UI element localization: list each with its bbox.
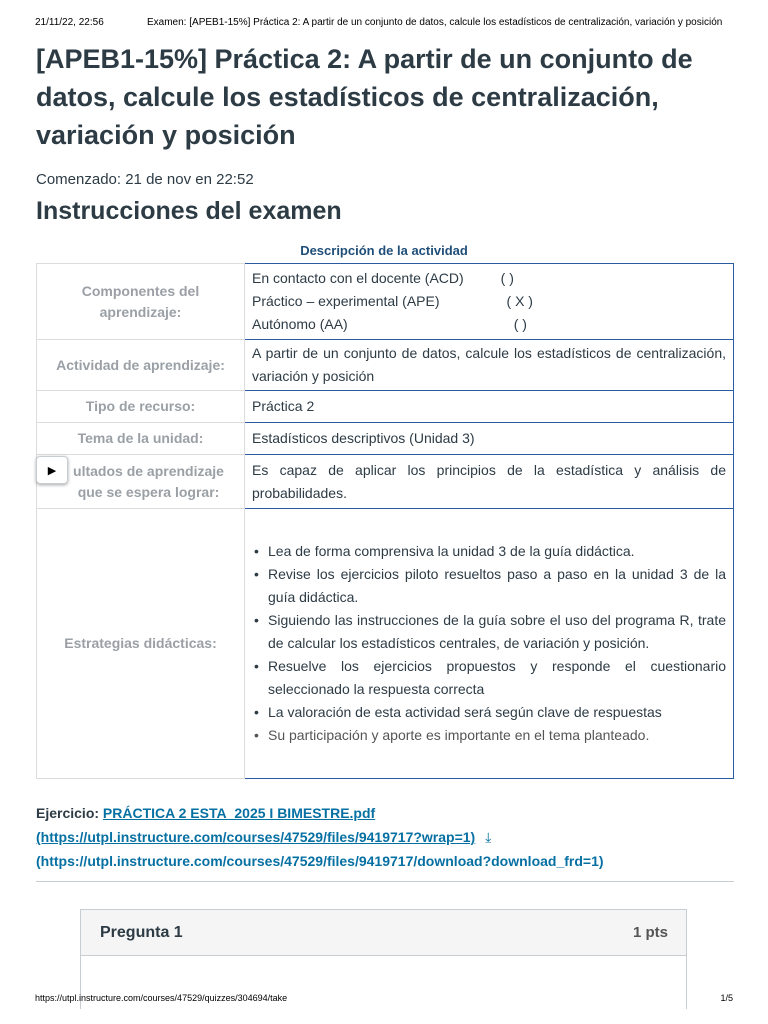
component-option: Práctico – experimental (APE) ( X ) [252,290,726,313]
row-value: Es capaz de aplicar los principios de la estadística y análisis de probabilidades. [245,455,734,509]
list-item: • Resuelve los ejercicios propuestos y responde el cuestionario seleccionado la respuesta correcta [252,655,726,701]
section-divider [36,881,734,882]
print-url: https://utpl.instructure.com/courses/47529/quizzes/304694/take [35,993,288,1003]
table-row [37,264,734,340]
print-header [35,17,733,31]
strategies-list [252,540,726,747]
download-url-text[interactable]: (https://utpl.instructure.com/courses/47529/files/9419717/download?download_frd=1) [36,853,604,869]
table-row [37,509,734,779]
page-number: 1/5 [720,993,733,1003]
list-item: • Siguiendo las instrucciones de la guía sobre el uso del programa R, trate de calcular los estadísticos centrales, de variación y posición. [252,609,726,655]
component-option: En contacto con el docente (ACD) ( ) [252,267,726,290]
component-mark: ( ) [513,316,527,332]
components-cell [245,264,734,340]
component-option: Autónomo (AA) ( ) [252,313,726,336]
table-row [37,455,734,509]
question-title: Pregunta 1 [100,923,183,941]
list-item: • Su participación y aporte es importante en el tema planteado. [252,724,726,747]
ejercicio-label: Ejercicio: [36,805,100,821]
row-label: Actividad de aprendizaje: [37,340,245,391]
download-icon[interactable]: ⤓ [485,829,492,845]
list-item: • Revise los ejercicios piloto resueltos paso a paso en la unidad 3 de la guía didáctica. [252,563,726,609]
component-mark: ( ) [500,270,514,286]
ejercicio-section [36,801,604,873]
row-label: Tipo de recurso: [37,391,245,423]
table-row [37,340,734,391]
print-date: 21/11/22, 22:56 [35,17,104,28]
play-icon: ▶ [47,464,57,477]
row-value: A partir de un conjunto de datos, calcule los estadísticos de centralización, variación y posición [245,340,734,391]
table-caption: Descripción de la actividad [300,243,468,258]
play-button[interactable] [36,456,68,484]
strategies-cell [245,509,734,779]
row-label: Componentes del aprendizaje: [37,264,245,340]
question-points: 1 pts [632,924,668,941]
exercise-file-url-link[interactable]: (https://utpl.instructure.com/courses/47529/files/9419717?wrap=1) [36,829,476,845]
instructions-heading: Instrucciones del examen [36,197,342,225]
table-row [37,423,734,455]
component-mark: ( X ) [506,293,533,309]
row-value: Estadísticos descriptivos (Unidad 3) [245,423,734,455]
row-label: Tema de la unidad: [37,423,245,455]
row-label: Estrategias didácticas: [37,509,245,779]
print-page-title: Examen: [APEB1-15%] Práctica 2: A partir de un conjunto de datos, calcule los estadísticos de centralización, variación y posición [147,17,723,28]
list-item: • La valoración de esta actividad será según clave de respuestas [252,701,726,724]
quiz-title: [APEB1-15%] Práctica 2: A partir de un conjunto de datos, calcule los estadísticos de centralización, variación y posición [36,44,693,150]
question-header [81,910,686,956]
list-item: • Lea de forma comprensiva la unidad 3 de la guía didáctica. [252,540,726,563]
started-timestamp: Comenzado: 21 de nov en 22:52 [36,171,254,188]
table-row [37,391,734,423]
row-value: Práctica 2 [245,391,734,423]
row-label: ultados de aprendizaje que se espera lograr: [37,455,245,509]
exercise-file-link[interactable]: PRÁCTICA 2 ESTA_2025 I BIMESTRE.pdf [102,805,376,821]
activity-description-table [36,263,734,779]
